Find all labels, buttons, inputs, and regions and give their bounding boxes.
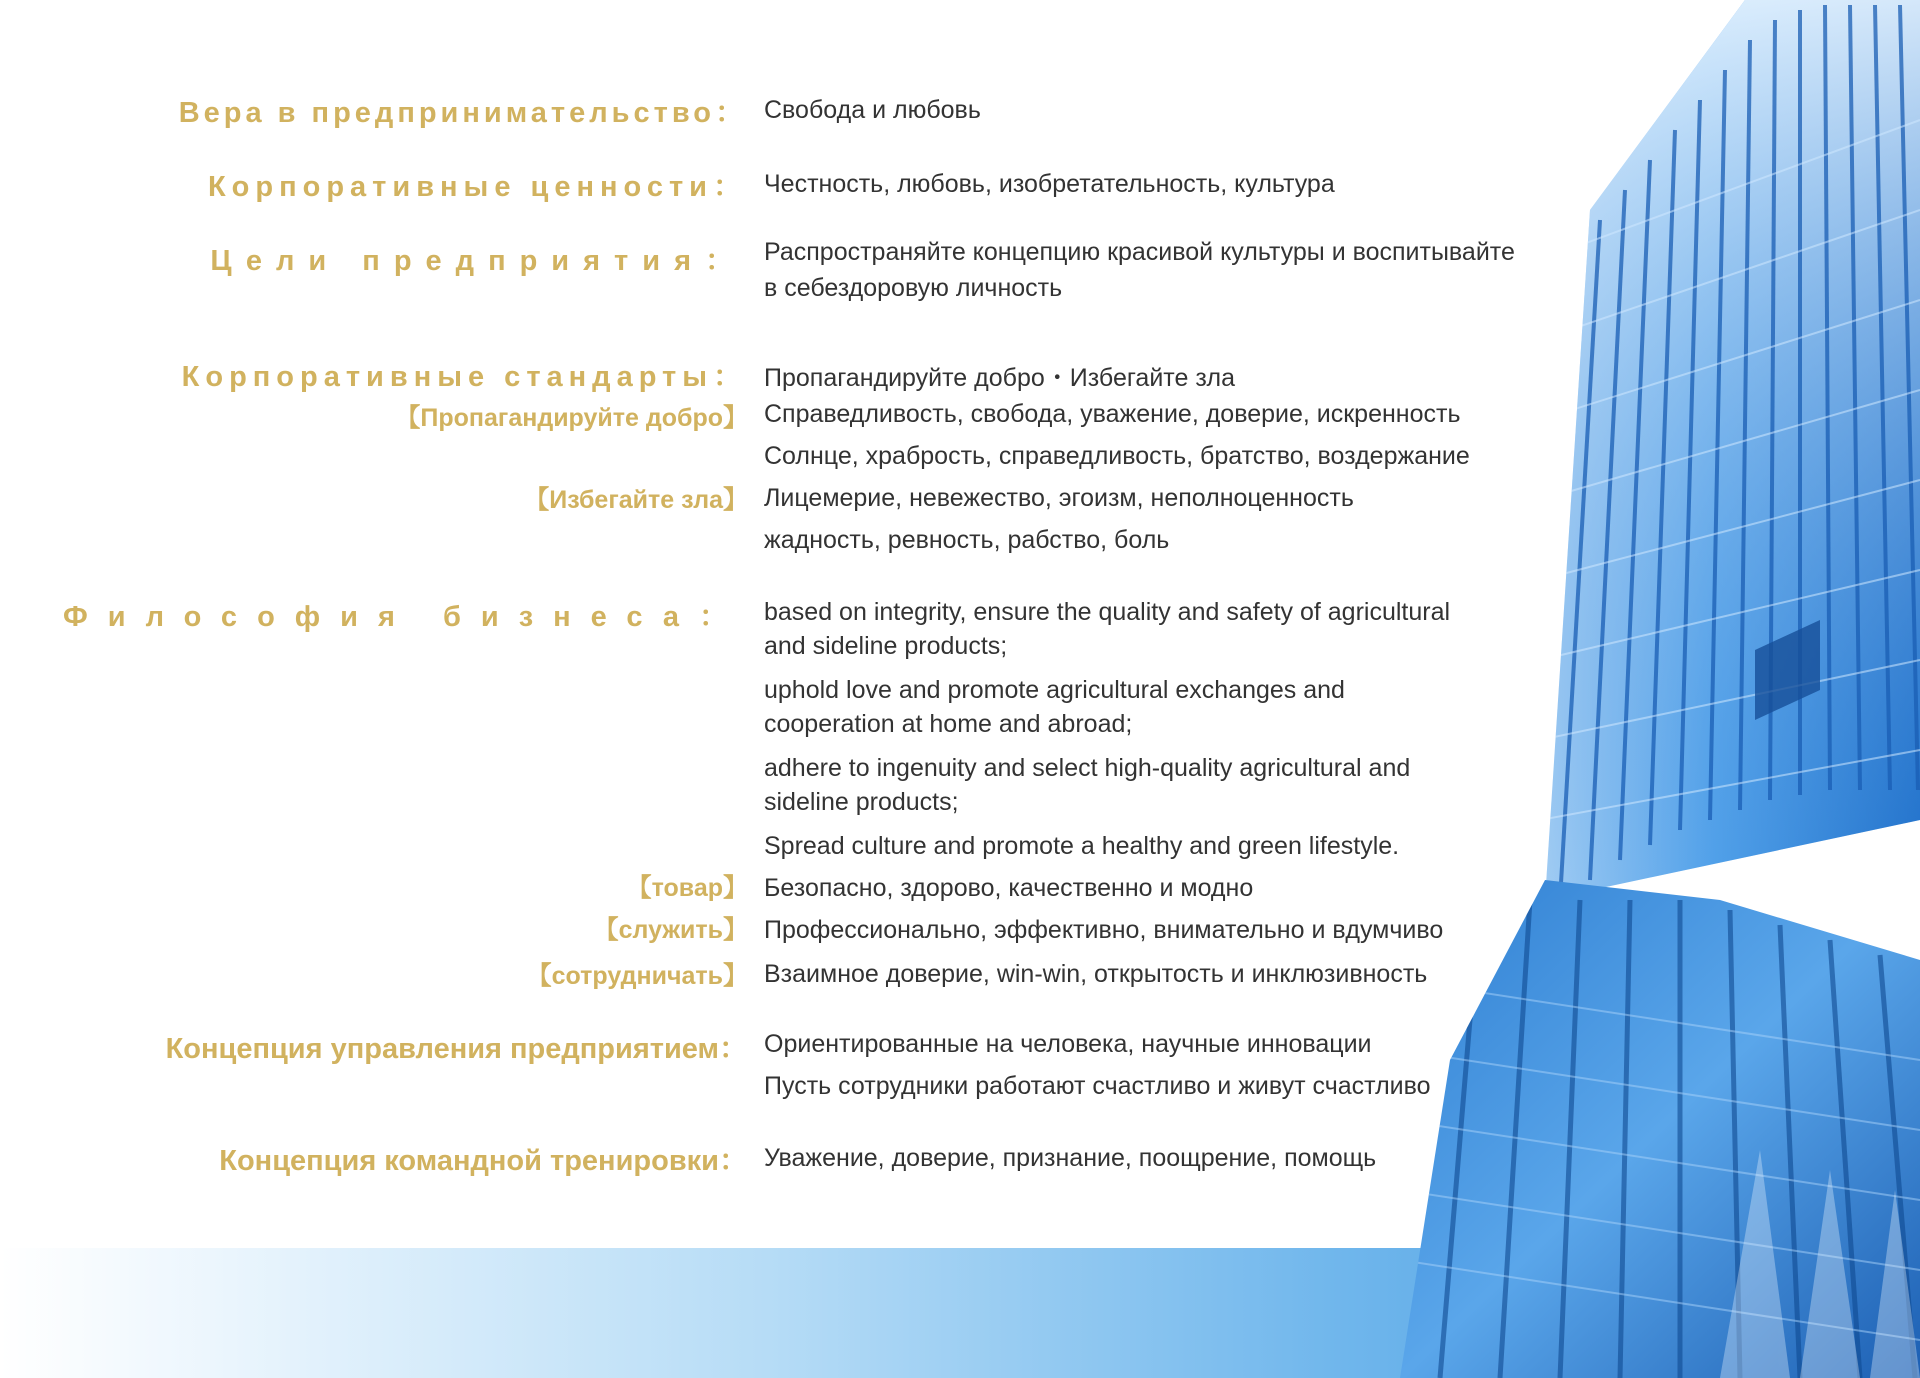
serve-value: Профессионально, эффективно, внимательно и вдумчиво	[764, 916, 1444, 944]
management-line-1: Ориентированные на человека, научные инновации	[764, 1030, 1372, 1058]
avoid-line-2: жадность, ревность, рабство, боль	[764, 526, 1170, 554]
promote-label: 【Пропагандируйте добро】	[395, 404, 748, 432]
promote-line-1: Справедливость, свобода, уважение, доверие, искренность	[764, 400, 1461, 428]
philosophy-line-6: sideline products;	[764, 788, 959, 816]
standards-label: Корпоративные стандарты：	[181, 361, 748, 393]
philosophy-line-1: based on integrity, ensure the quality and safety of agricultural	[764, 598, 1451, 626]
product-value: Безопасно, здорово, качественно и модно	[764, 874, 1254, 902]
avoid-line-1: Лицемерие, невежество, эгоизм, неполноценность	[764, 484, 1354, 512]
team-value: Уважение, доверие, признание, поощрение, помощь	[764, 1144, 1377, 1172]
goals-line-2: в себездоровую личность	[764, 274, 1063, 302]
avoid-label: 【Избегайте зла】	[524, 486, 748, 514]
management-label: Концепция управления предприятием：	[165, 1033, 748, 1065]
promote-line-2: Солнце, храбрость, справедливость, братство, воздержание	[764, 442, 1470, 470]
philosophy-line-4: cooperation at home and abroad;	[764, 710, 1133, 738]
standards-value: Пропагандируйте добро・Избегайте зла	[764, 364, 1235, 392]
philosophy-line-7: Spread culture and promote a healthy and green lifestyle.	[764, 832, 1400, 860]
cooperate-value: Взаимное доверие, win-win, открытость и инклюзивность	[764, 960, 1428, 988]
belief-label: Вера в предпринимательство：	[178, 97, 748, 129]
belief-value: Свобода и любовь	[764, 96, 981, 124]
philosophy-line-3: uphold love and promote agricultural exchanges and	[764, 676, 1345, 704]
cooperate-label: 【сотрудничать】	[526, 962, 748, 990]
values-value: Честность, любовь, изобретательность, культура	[764, 170, 1335, 198]
philosophy-line-2: and sideline products;	[764, 632, 1008, 660]
management-line-2: Пусть сотрудники работают счастливо и живут счастливо	[764, 1072, 1431, 1100]
goals-label: Цели предприятия：	[210, 245, 748, 277]
team-label: Концепция командной тренировки：	[219, 1145, 748, 1177]
serve-label: 【служить】	[593, 916, 748, 944]
goals-line-1: Распространяйте концепцию красивой культуры и воспитывайте	[764, 238, 1515, 266]
philosophy-line-5: adhere to ingenuity and select high-quality agricultural and	[764, 754, 1411, 782]
values-label: Корпоративные ценности：	[207, 171, 748, 203]
philosophy-label: Философия бизнеса：	[62, 601, 748, 633]
product-label: 【товар】	[626, 874, 748, 902]
